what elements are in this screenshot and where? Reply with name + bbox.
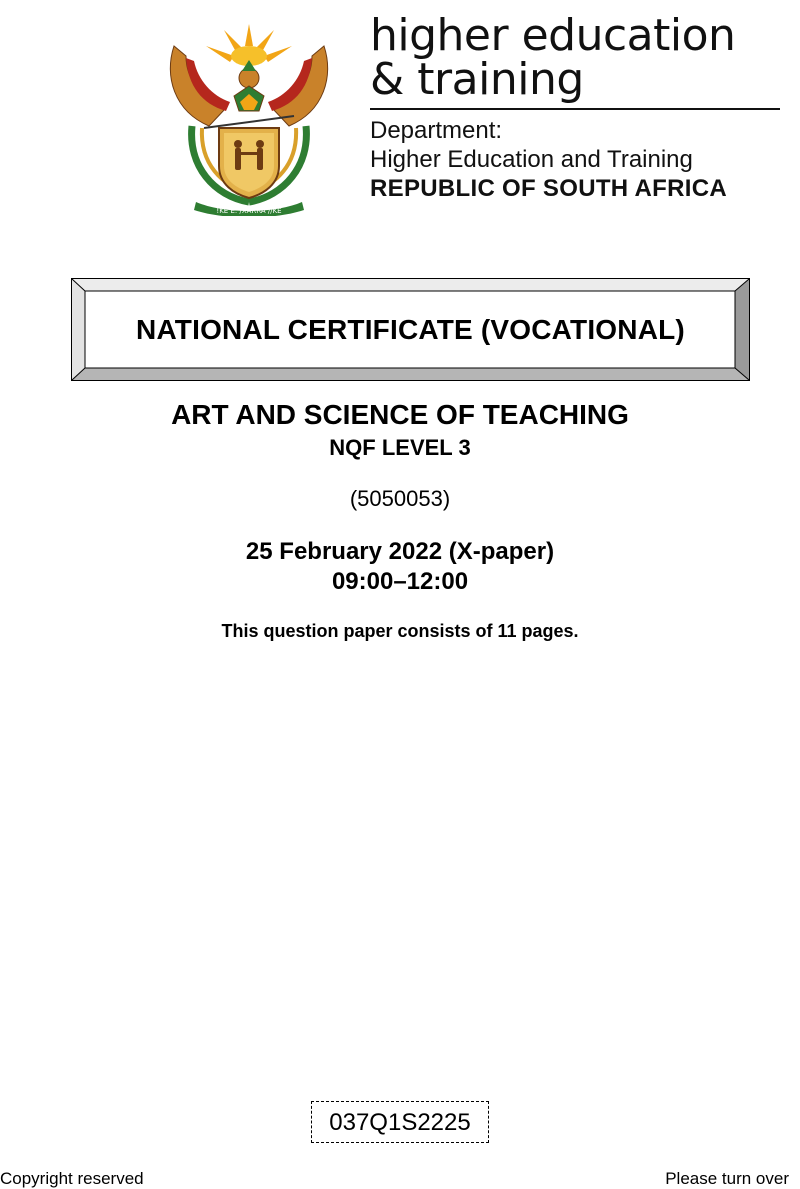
brand-title-line2: & training [370,54,584,105]
department-label: Department: [370,117,503,144]
brand-divider [370,108,780,110]
subject-code: (5050053) [349,486,451,511]
footer-turn-over: Please turn over [665,1169,789,1188]
exam-time: 09:00–12:00 [331,568,469,595]
department-branding [370,10,782,203]
subject-title: ART AND SCIENCE OF TEACHING [171,399,629,430]
country-name: REPUBLIC OF SOUTH AFRICA [370,175,727,202]
nqf-level: NQF LEVEL 3 [329,435,471,460]
brand-title-line1: higher education [370,10,736,61]
certificate-title: NATIONAL CERTIFICATE (VOCATIONAL) [136,313,685,345]
page-count-note: This question paper consists of 11 pages. [221,621,579,641]
paper-code: 037Q1S2225 [311,1101,489,1143]
department-name: Higher Education and Training [370,146,693,173]
exam-date: 25 February 2022 (X-paper) [245,538,555,565]
crest-motto: !KE E: /XARRA //KE [216,207,282,215]
coat-of-arms-logo [164,16,334,216]
certificate-banner [71,278,750,381]
footer-copyright: Copyright reserved [0,1169,144,1188]
